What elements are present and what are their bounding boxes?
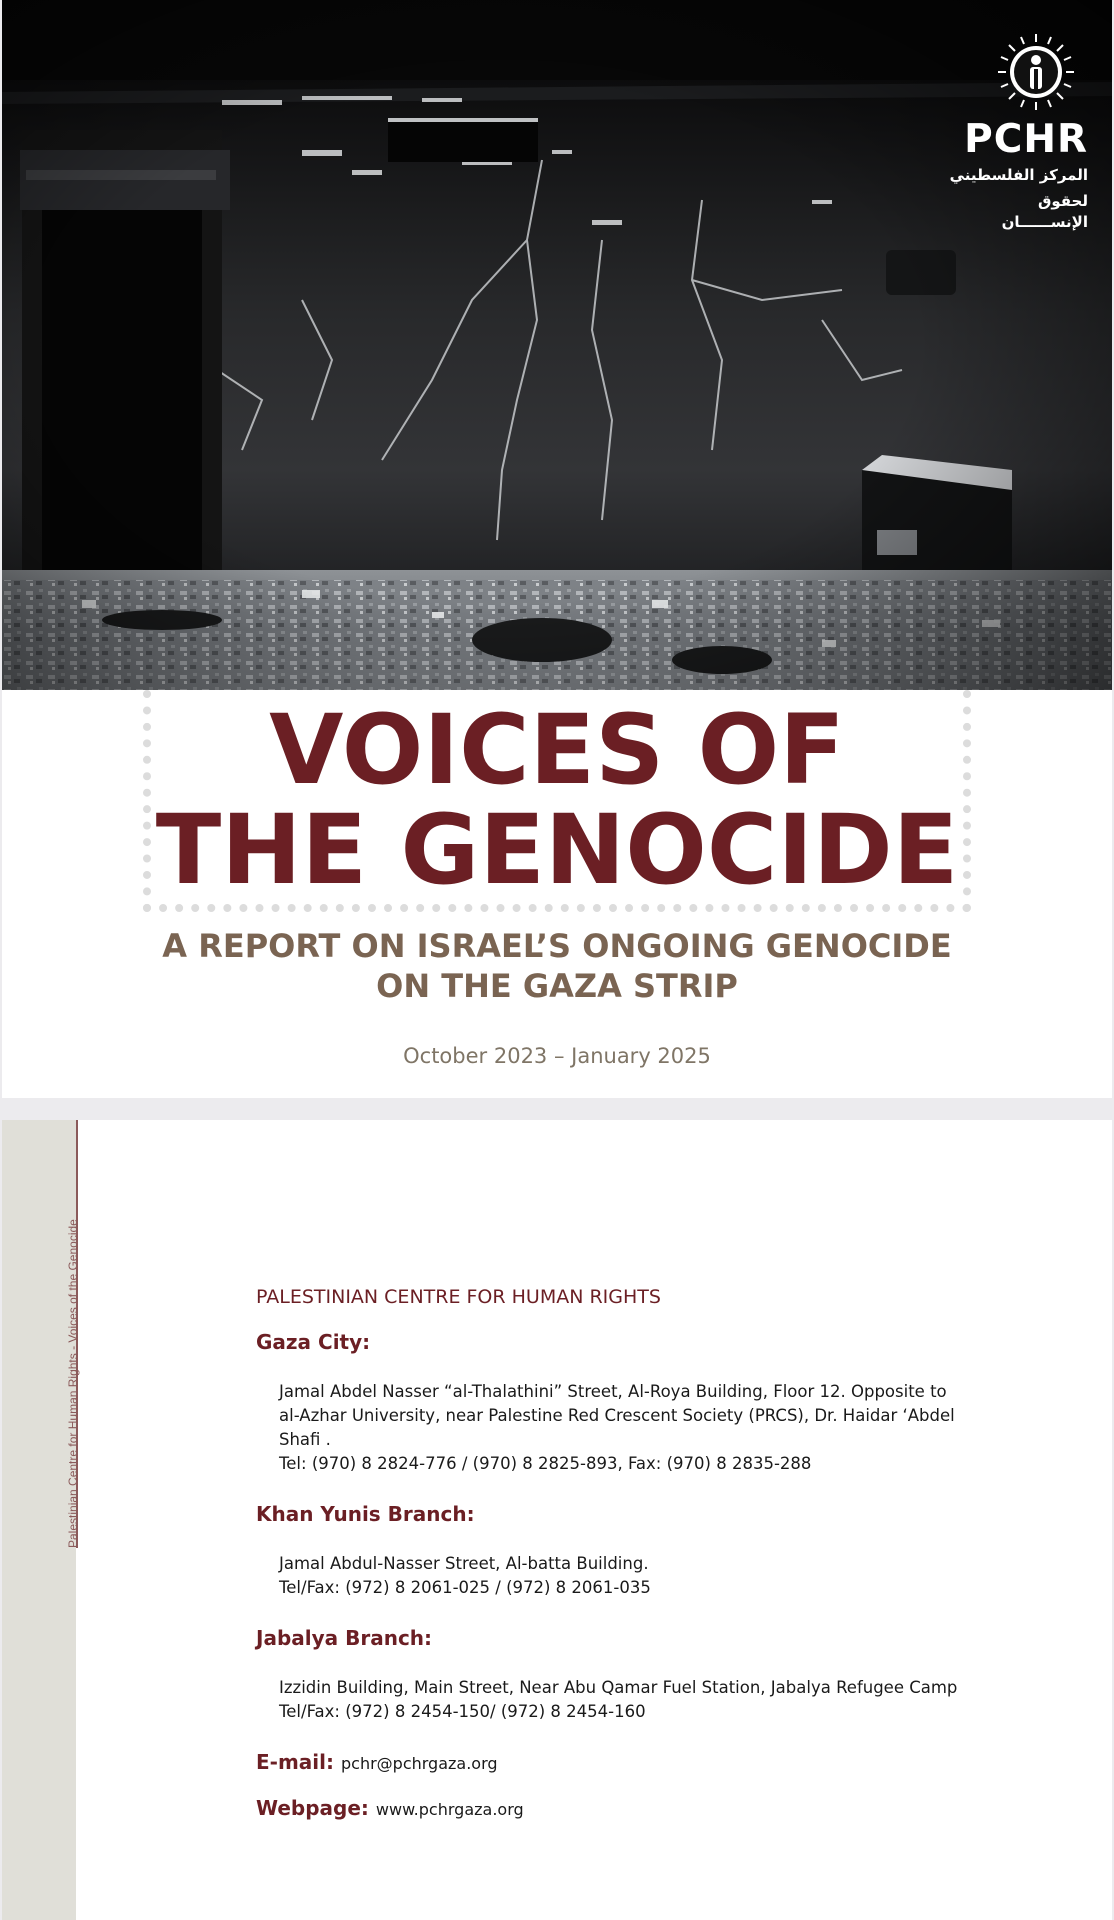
webpage-label: Webpage: bbox=[256, 1796, 376, 1820]
address-line: Jamal Abdul-Nasser Street, Al-batta Building. bbox=[279, 1554, 649, 1573]
pchr-logo bbox=[948, 32, 1088, 232]
report-subtitle-line2: ON THE GAZA STRIP bbox=[376, 967, 738, 1005]
report-date-range: October 2023 – January 2025 bbox=[403, 1044, 711, 1068]
email-row bbox=[256, 1750, 976, 1774]
report-title bbox=[2, 694, 1112, 906]
contact-page bbox=[2, 1120, 1112, 1920]
branch-address-gaza-city bbox=[279, 1380, 976, 1476]
report-subtitle-line1: A REPORT ON ISRAEL’S ONGOING GENOCIDE bbox=[162, 927, 952, 965]
pchr-emblem-icon bbox=[996, 32, 1076, 112]
email-label: E-mail: bbox=[256, 1750, 341, 1774]
branch-address-khan-yunis bbox=[279, 1552, 976, 1600]
report-title-line1: VOICES OF bbox=[269, 694, 845, 806]
phone-line: Tel/Fax: (972) 8 2061-025 / (972) 8 2061-035 bbox=[279, 1578, 651, 1597]
pchr-logo-name: PCHR bbox=[964, 117, 1088, 162]
branch-title-khan-yunis: Khan Yunis Branch: bbox=[256, 1502, 475, 1526]
page-spine-strip bbox=[2, 1120, 76, 1920]
branch-title-jabalya: Jabalya Branch: bbox=[256, 1626, 433, 1650]
pchr-logo-arabic-line1: المركز الفلسطيني bbox=[949, 166, 1088, 184]
pchr-logo-arabic-line2: لحقوق الإنســــــان bbox=[1001, 192, 1088, 231]
address-line: Shafi . bbox=[279, 1430, 331, 1449]
phone-line: Tel: (970) 8 2824-776 / (970) 8 2825-893, Fax: (970) 8 2835-288 bbox=[279, 1454, 812, 1473]
address-line: Izzidin Building, Main Street, Near Abu Qamar Fuel Station, Jabalya Refugee Camp bbox=[279, 1678, 958, 1697]
branch-title-gaza-city: Gaza City: bbox=[256, 1330, 371, 1354]
report-title-line2: THE GENOCIDE bbox=[155, 794, 959, 906]
spine-running-title: Palestinian Centre for Human Rights - Voices of the Genocide bbox=[66, 1219, 80, 1548]
report-cover-page bbox=[2, 0, 1112, 1098]
webpage-link[interactable]: www.pchrgaza.org bbox=[375, 1800, 524, 1819]
webpage-row bbox=[256, 1796, 976, 1820]
address-line: Jamal Abdel Nasser “al-Thalathini” Street, Al-Roya Building, Floor 12. Opposite to bbox=[279, 1382, 947, 1401]
report-subtitle bbox=[2, 926, 1112, 1006]
branch-address-jabalya bbox=[279, 1676, 976, 1724]
address-line: al-Azhar University, near Palestine Red Crescent Society (PRCS), Dr. Haidar ‘Abdel bbox=[279, 1406, 955, 1425]
organization-name: PALESTINIAN CENTRE FOR HUMAN RIGHTS bbox=[256, 1286, 661, 1308]
cover-photo-burned-room bbox=[2, 0, 1112, 690]
contact-details bbox=[256, 1286, 976, 1842]
email-link[interactable]: pchr@pchrgaza.org bbox=[340, 1754, 498, 1773]
phone-line: Tel/Fax: (972) 8 2454-150/ (972) 8 2454-160 bbox=[279, 1702, 646, 1721]
